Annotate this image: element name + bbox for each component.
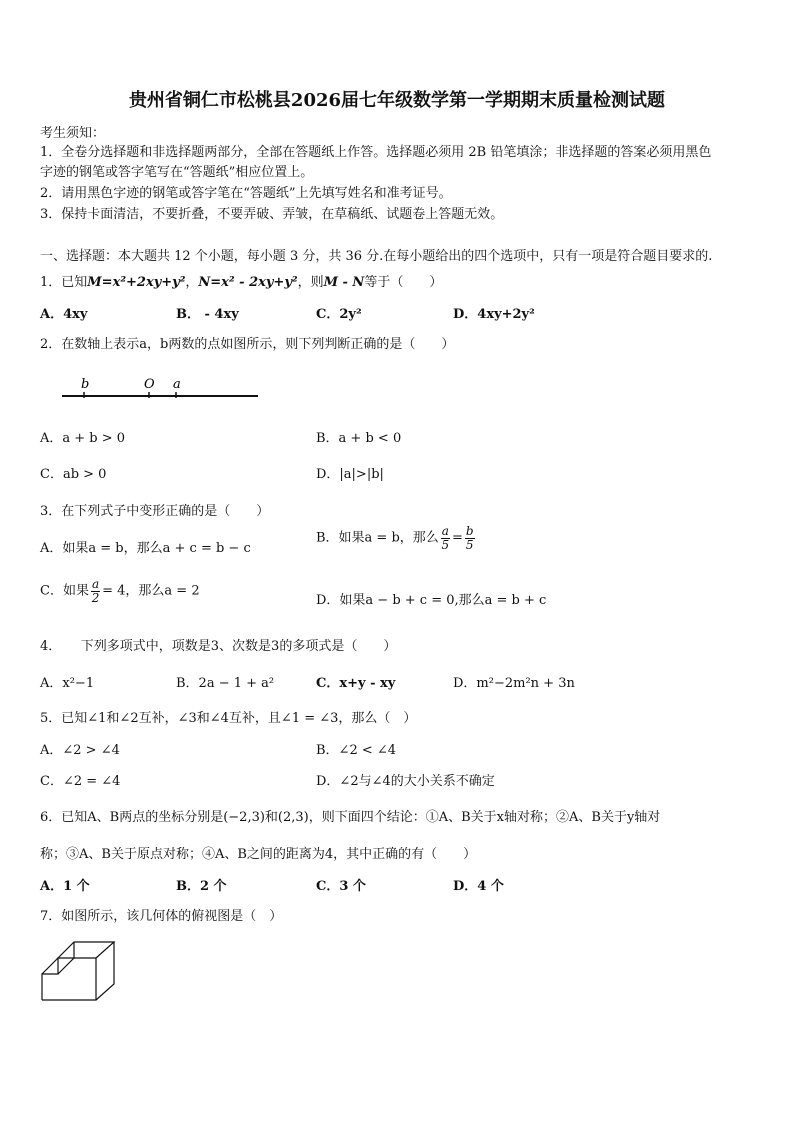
q6-option-c: C．3 个	[316, 879, 366, 894]
q1-option-b: B． - 4xy	[176, 307, 239, 322]
q1-option-a: A．4xy	[40, 307, 88, 322]
label-b: b	[81, 377, 90, 392]
q1-m-expression: M=x²+2xy+y²	[87, 275, 186, 290]
q4-option-c: C．x+y - xy	[316, 676, 396, 691]
q1-stem-mid: ，则	[297, 275, 324, 290]
step-top-edge	[42, 958, 58, 974]
q2-option-b: B．a + b < 0	[316, 431, 402, 446]
q6-option-b: B．2 个	[176, 879, 227, 894]
q2-option-d: D．|a|>|b|	[316, 467, 384, 482]
q3-option-b	[316, 525, 477, 551]
q1-option-d: D．4xy+2y²	[453, 307, 535, 322]
question-5-stem: 5．已知∠1和∠2互补，∠3和∠4互补，且∠1 = ∠3，那么（ ）	[40, 711, 417, 726]
q3-c-fraction: $\frac{a}{2}$	[91, 577, 100, 605]
label-a: a	[173, 377, 181, 392]
notice-item-3: 3．保持卡面清洁，不要折叠，不要弄破、弄皱，在草稿纸、试题卷上答题无效。	[40, 207, 504, 222]
question-1-stem: 1．已知M=x²+2xy+y²，N=x² - 2xy+y²，则M - N等于（ ）	[40, 275, 443, 290]
solid-figure	[40, 938, 120, 1004]
q1-mn-expression: M - N	[323, 275, 365, 290]
q2-option-a: A．a + b > 0	[40, 431, 126, 446]
q6-option-a: A．1 个	[40, 879, 90, 894]
q4-option-d: D．m²−2m²n + 3n	[453, 676, 575, 691]
question-6-stem: 6．已知A、B两点的坐标分别是(−2,3)和(2,3)，则下面四个结论：①A、B关于x轴对称；②A、B关于y轴对	[40, 810, 661, 825]
q3-b-fraction-2: $\frac{b}{5}$	[465, 524, 474, 552]
q5-option-b: B．∠2 < ∠4	[316, 743, 397, 758]
q3-c-suffix: = 4，那么a = 2	[102, 583, 200, 599]
notice-item-1: 1．全卷分选择题和非选择题两部分，全部在答题纸上作答。选择题必须用 2B 铅笔填涂；非选择题的答案必须用黑色	[40, 145, 712, 160]
q3-b-fraction-1: $\frac{a}{5}$	[441, 524, 450, 552]
step-inner-edge	[58, 958, 74, 974]
q1-stem-prefix: 1．已知	[40, 275, 88, 290]
q4-option-a: A．x²−1	[40, 676, 95, 691]
question-2-stem: 2．在数轴上表示a，b两数的点如图所示，则下列判断正确的是（ ）	[40, 337, 455, 352]
question-3-stem: 3．在下列式子中变形正确的是（ ）	[40, 504, 270, 519]
q1-stem-suffix: 等于（ ）	[364, 275, 443, 290]
question-4-stem: 4． 下列多项式中，项数是3、次数是3的多项式是（ ）	[40, 639, 397, 654]
page-title: 贵州省铜仁市松桃县2026届七年级数学第一学期期末质量检测试题	[128, 90, 666, 111]
q3-option-a: A．如果a = b，那么a + c = b − c	[40, 541, 251, 556]
question-7-stem: 7．如图所示，该几何体的俯视图是（ ）	[40, 909, 283, 924]
label-origin: O	[144, 377, 155, 392]
q5-option-c: C．∠2 = ∠4	[40, 774, 121, 789]
question-6-stem-cont: 称；③A、B关于原点对称；④A、B之间的距离为4，其中正确的有（ ）	[40, 847, 477, 862]
q1-n-expression: N=x² - 2xy+y²	[198, 275, 298, 290]
q3-b-equals: =	[451, 530, 463, 546]
q3-option-c	[40, 578, 200, 604]
front-face	[42, 958, 96, 1000]
notice-heading: 考生须知：	[40, 126, 106, 141]
q3-option-d: D．如果a − b + c = 0,那么a = b + c	[316, 593, 547, 608]
top-face	[58, 942, 114, 958]
q4-option-b: B．2a − 1 + a²	[176, 676, 275, 691]
q6-option-d: D．4 个	[453, 879, 504, 894]
notice-item-1-cont: 字迹的钢笔或答字笔写在“答题纸”相应位置上。	[40, 165, 314, 180]
section-heading: 一、选择题：本大题共 12 个小题，每小题 3 分，共 36 分.在每小题给出的四个选项中，只有一项是符合题目要求的.	[40, 249, 713, 264]
q2-option-c: C．ab > 0	[40, 467, 107, 482]
q3-c-prefix: C．如果	[40, 583, 89, 599]
q3-b-prefix: B．如果a = b，那么	[316, 530, 439, 546]
q1-option-c: C．2y²	[316, 307, 362, 322]
q5-option-a: A．∠2 > ∠4	[40, 743, 120, 758]
number-line-figure	[60, 372, 262, 402]
notice-item-2: 2．请用黑色字迹的钢笔或答字笔在“答题纸”上先填写姓名和准考证号。	[40, 186, 452, 201]
q5-option-d: D．∠2与∠4的大小关系不确定	[316, 774, 495, 789]
